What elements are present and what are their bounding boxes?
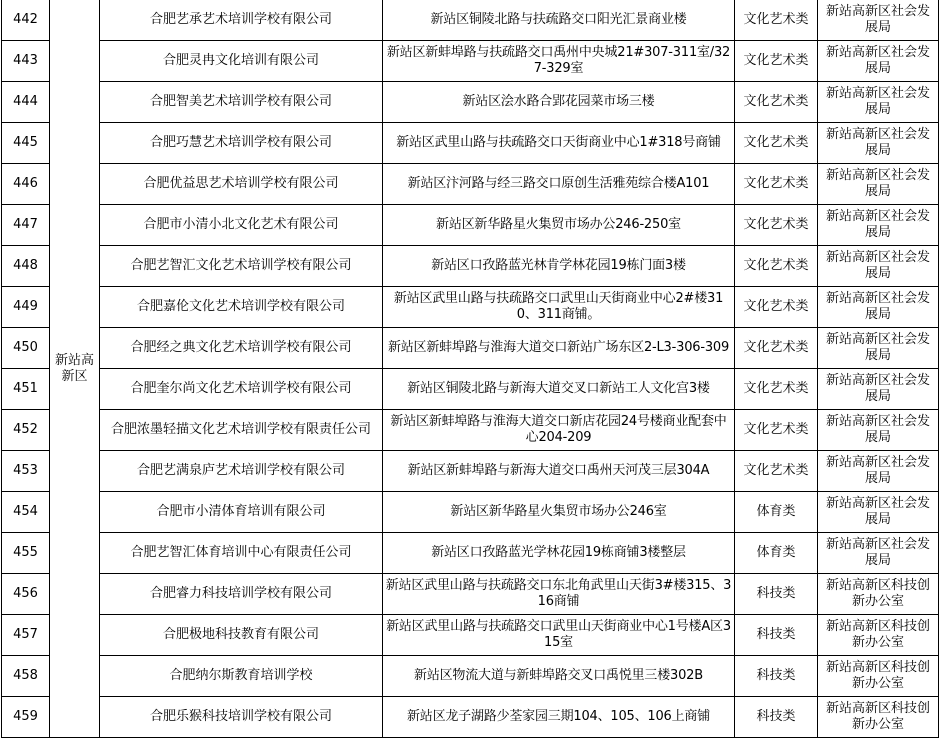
institution-address: 新站区新蚌埠路与新海大道交口禹州天河茂三层304A [383,451,735,492]
institution-category: 文化艺术类 [735,205,818,246]
table-row [2,328,939,369]
supervising-department: 新站高新区社会发展局 [818,328,939,369]
supervising-department: 新站高新区科技创新办公室 [818,656,939,697]
institution-category: 文化艺术类 [735,41,818,82]
institution-category: 科技类 [735,697,818,738]
table-row [2,246,939,287]
row-number: 451 [2,369,50,410]
institution-address: 新站区武里山路与扶疏路交口东北角武里山天街3#楼315、316商铺 [383,574,735,615]
table-row [2,697,939,738]
institution-category: 文化艺术类 [735,164,818,205]
institution-name: 合肥乐猴科技培训学校有限公司 [100,697,383,738]
institution-name: 合肥巧慧艺术培训学校有限公司 [100,123,383,164]
institution-address: 新站区新华路星火集贸市场办公246室 [383,492,735,533]
supervising-department: 新站高新区社会发展局 [818,492,939,533]
row-number: 455 [2,533,50,574]
institution-name: 合肥睿力科技培训学校有限公司 [100,574,383,615]
institution-name: 合肥灵冉文化培训有限公司 [100,41,383,82]
table-row [2,369,939,410]
supervising-department: 新站高新区社会发展局 [818,451,939,492]
row-number: 459 [2,697,50,738]
table-row [2,451,939,492]
institution-category: 文化艺术类 [735,82,818,123]
institution-name: 合肥纳尔斯教育培训学校 [100,656,383,697]
institution-name: 合肥市小清小北文化艺术有限公司 [100,205,383,246]
supervising-department: 新站高新区社会发展局 [818,246,939,287]
institution-category: 科技类 [735,574,818,615]
supervising-department: 新站高新区科技创新办公室 [818,574,939,615]
institution-category: 文化艺术类 [735,451,818,492]
institution-name: 合肥艺承艺术培训学校有限公司 [100,0,383,41]
row-number: 446 [2,164,50,205]
supervising-department: 新站高新区社会发展局 [818,164,939,205]
institution-address: 新站区武里山路与扶疏路交口武里山天街商业中心1号楼A区315室 [383,615,735,656]
supervising-department: 新站高新区科技创新办公室 [818,615,939,656]
table-row [2,164,939,205]
institution-address: 新站区新蚌埠路与淮海大道交口新站广场东区2-L3-306-309 [383,328,735,369]
institution-name: 合肥嘉伦文化艺术培训学校有限公司 [100,287,383,328]
institution-category: 文化艺术类 [735,369,818,410]
row-number: 453 [2,451,50,492]
table-row [2,82,939,123]
row-number: 458 [2,656,50,697]
institution-category: 文化艺术类 [735,246,818,287]
table-row [2,205,939,246]
region-cell: 新站高新区 [50,0,100,738]
institution-name: 合肥智美艺术培训学校有限公司 [100,82,383,123]
row-number: 449 [2,287,50,328]
table-row [2,410,939,451]
institution-table [1,0,939,738]
institution-name: 合肥优益思艺术培训学校有限公司 [100,164,383,205]
row-number: 442 [2,0,50,41]
supervising-department: 新站高新区社会发展局 [818,41,939,82]
institution-category: 文化艺术类 [735,287,818,328]
row-number: 445 [2,123,50,164]
table-row [2,287,939,328]
supervising-department: 新站高新区社会发展局 [818,369,939,410]
institution-name: 合肥艺智汇文化艺术培训学校有限公司 [100,246,383,287]
row-number: 454 [2,492,50,533]
supervising-department: 新站高新区社会发展局 [818,0,939,41]
table-row [2,492,939,533]
row-number: 444 [2,82,50,123]
institution-address: 新站区龙子湖路少荃家园三期104、105、106上商铺 [383,697,735,738]
supervising-department: 新站高新区社会发展局 [818,410,939,451]
table-row [2,41,939,82]
table-row [2,0,939,41]
institution-name: 合肥经之典文化艺术培训学校有限公司 [100,328,383,369]
institution-address: 新站区口孜路蓝光林肯学林花园19栋门面3楼 [383,246,735,287]
institution-category: 文化艺术类 [735,0,818,41]
supervising-department: 新站高新区科技创新办公室 [818,697,939,738]
row-number: 448 [2,246,50,287]
institution-category: 文化艺术类 [735,410,818,451]
supervising-department: 新站高新区社会发展局 [818,205,939,246]
supervising-department: 新站高新区社会发展局 [818,287,939,328]
institution-address: 新站区汴河路与经三路交口原创生活雅苑综合楼A101 [383,164,735,205]
institution-address: 新站区铜陵北路与新海大道交叉口新站工人文化宫3楼 [383,369,735,410]
institution-address: 新站区新蚌埠路与扶疏路交口禹州中央城21#307-311室/327-329室 [383,41,735,82]
row-number: 443 [2,41,50,82]
supervising-department: 新站高新区社会发展局 [818,533,939,574]
supervising-department: 新站高新区社会发展局 [818,123,939,164]
row-number: 452 [2,410,50,451]
institution-name: 合肥艺智汇体育培训中心有限责任公司 [100,533,383,574]
table-row [2,615,939,656]
institution-category: 科技类 [735,615,818,656]
row-number: 447 [2,205,50,246]
institution-category: 文化艺术类 [735,123,818,164]
institution-name: 合肥极地科技教育有限公司 [100,615,383,656]
row-number: 456 [2,574,50,615]
institution-address: 新站区新华路星火集贸市场办公246-250室 [383,205,735,246]
table-row [2,656,939,697]
table-row [2,533,939,574]
institution-address: 新站区武里山路与扶疏路交口武里山天街商业中心2#楼310、311商铺。 [383,287,735,328]
institution-name: 合肥艺满泉庐艺术培训学校有限公司 [100,451,383,492]
table-row [2,574,939,615]
institution-category: 体育类 [735,533,818,574]
institution-address: 新站区物流大道与新蚌埠路交叉口禹悦里三楼302B [383,656,735,697]
institution-category: 体育类 [735,492,818,533]
institution-name: 合肥市小清体育培训有限公司 [100,492,383,533]
row-number: 450 [2,328,50,369]
institution-category: 文化艺术类 [735,328,818,369]
institution-name: 合肥奎尔尚文化艺术培训学校有限公司 [100,369,383,410]
institution-address: 新站区铜陵北路与扶疏路交口阳光汇景商业楼 [383,0,735,41]
institution-name: 合肥浓墨轻描文化艺术培训学校有限责任公司 [100,410,383,451]
institution-address: 新站区浍水路合郢花园菜市场三楼 [383,82,735,123]
institution-address: 新站区口孜路蓝光学林花园19栋商铺3楼整层 [383,533,735,574]
institution-address: 新站区武里山路与扶疏路交口天街商业中心1#318号商铺 [383,123,735,164]
table-row [2,123,939,164]
institution-category: 科技类 [735,656,818,697]
institution-address: 新站区新蚌埠路与淮海大道交口新店花园24号楼商业配套中心204-209 [383,410,735,451]
supervising-department: 新站高新区社会发展局 [818,82,939,123]
row-number: 457 [2,615,50,656]
